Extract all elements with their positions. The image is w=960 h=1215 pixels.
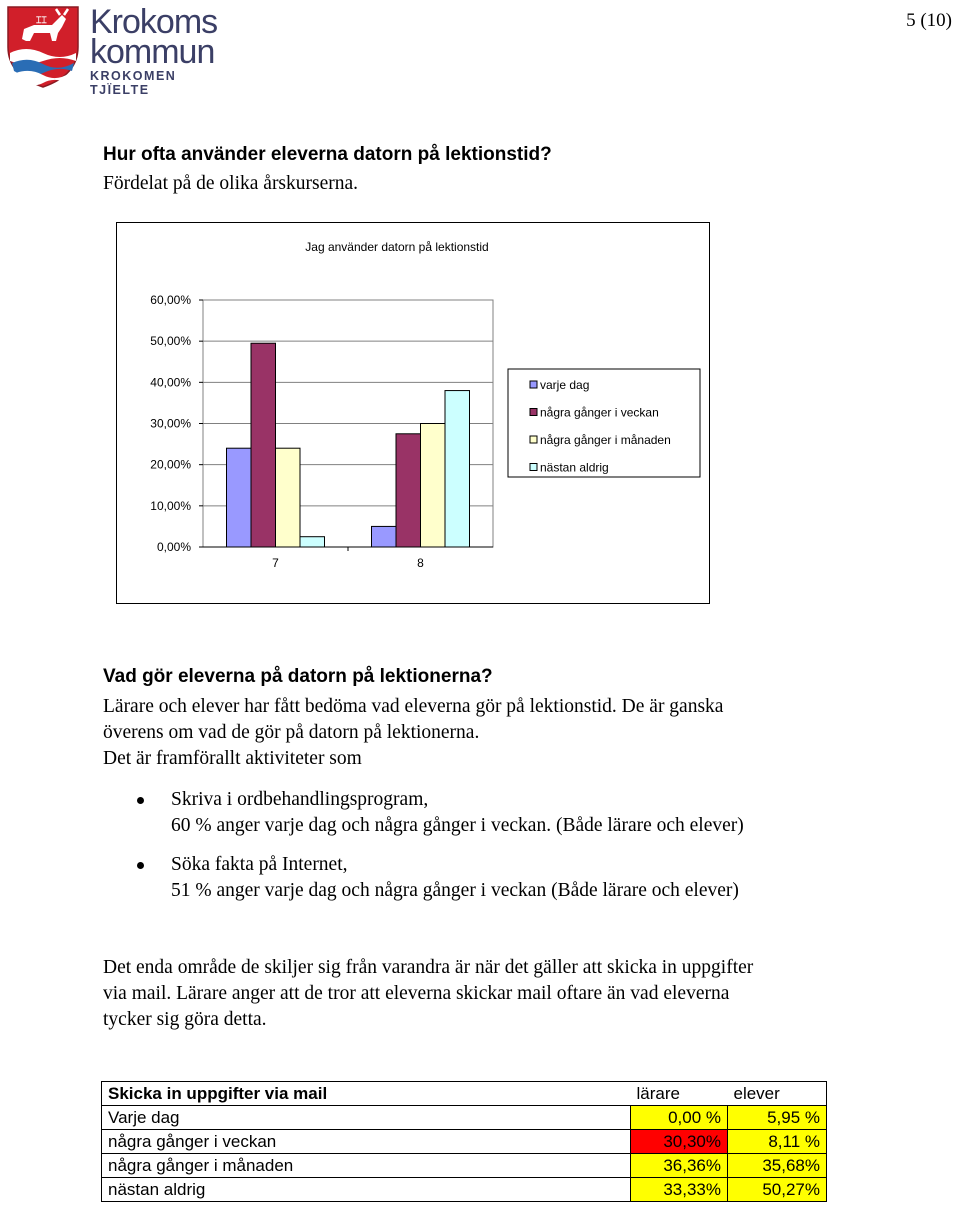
table-header-cell: elever [728,1082,827,1106]
table-header-row [102,1082,827,1106]
table-row [102,1178,827,1202]
bullet-icon [137,862,144,869]
x-tick-label: 8 [417,556,424,570]
usage-bar-chart [116,222,710,604]
krokoms-kommun-logo [4,3,234,97]
closing-line: via mail. Lärare anger att de tror att eleverna skickar mail oftare än vad eleverna [103,983,730,1004]
list-item-detail: 51 % anger varje dag och några gånger i veckan (Både lärare och elever) [171,880,739,901]
legend-swatch [530,381,537,388]
table-cell-larare: 33,33% [631,1178,728,1202]
section-2-intro [103,694,723,772]
activity-list [135,787,744,917]
page-number: 5 (10) [906,10,952,31]
table-cell-label: några gånger i veckan [102,1130,631,1154]
bar-1-0 [251,343,276,547]
closing-paragraph [103,955,753,1033]
intro-line: Lärare och elever har fått bedöma vad eleverna gör på lektionstid. De är ganska [103,696,724,717]
coat-of-arms-icon [4,3,82,89]
bar-2-1 [421,424,446,548]
section-2-heading: Vad gör eleverna på datorn på lektionerna? [103,666,493,687]
table-row [102,1130,827,1154]
closing-line: Det enda område de skiljer sig från varandra är när det gäller att skicka in uppgifter [103,957,754,978]
table-cell-elever: 35,68% [728,1154,827,1178]
bar-2-0 [276,448,301,547]
legend-swatch [530,436,537,443]
y-tick-label: 10,00% [150,498,191,513]
table-cell-label: Varje dag [102,1106,631,1130]
list-item [135,852,744,904]
bar-3-0 [300,537,325,547]
y-tick-label: 20,00% [150,457,191,472]
bar-1-1 [396,434,421,547]
table-cell-larare: 36,36% [631,1154,728,1178]
y-tick-label: 50,00% [150,334,191,349]
legend-label: några gånger i veckan [540,405,659,420]
bar-0-0 [227,448,252,547]
table-cell-elever: 50,27% [728,1178,827,1202]
legend-label: några gånger i månaden [540,433,671,447]
closing-line: tycker sig göra detta. [103,1009,267,1030]
table-cell-larare: 0,00 % [631,1106,728,1130]
y-tick-label: 0,00% [156,540,191,554]
legend-label: nästan aldrig [540,460,609,475]
bar-3-1 [445,391,470,547]
legend-swatch [530,464,537,471]
list-item-title: Söka fakta på Internet, [171,854,348,875]
table-cell-larare: 30,30% [631,1130,728,1154]
y-tick-label: 60,00% [150,293,191,307]
intro-line: Det är framförallt aktiviteter som [103,748,362,769]
table-cell-elever: 5,95 % [728,1106,827,1130]
bullet-icon [137,797,144,804]
y-tick-label: 30,00% [150,416,191,431]
logo-text-krokomen-tjielte: KROKOMEN TJÏELTE [90,69,177,97]
table-header-cell: lärare [631,1082,728,1106]
table-row [102,1154,827,1178]
chart-canvas [117,223,709,603]
list-item [135,787,744,839]
svg-text:⌶⌶: ⌶⌶ [36,15,47,25]
table-cell-label: nästan aldrig [102,1178,631,1202]
intro-line: överens om vad de gör på datorn på lektionerna. [103,722,480,743]
list-item-detail: 60 % anger varje dag och några gånger i veckan. (Både lärare och elever) [171,815,744,836]
legend-label: varje dag [540,378,590,392]
logo-text-kommun: kommun [90,33,215,71]
chart-title: Jag använder datorn på lektionstid [305,240,489,254]
table-cell-label: några gånger i månaden [102,1154,631,1178]
section-1-subtitle: Fördelat på de olika årskurserna. [103,173,359,194]
table-cell-elever: 8,11 % [728,1130,827,1154]
y-tick-label: 40,00% [150,375,191,390]
list-item-title: Skriva i ordbehandlingsprogram, [171,789,429,810]
table-row [102,1106,827,1130]
legend-swatch [530,409,537,416]
x-tick-label: 7 [272,556,279,570]
table-header-cell: Skicka in uppgifter via mail [102,1082,631,1106]
mail-submission-table [101,1081,827,1202]
logo-text-krokoms: Krokoms [90,3,218,41]
section-1-heading: Hur ofta använder eleverna datorn på lektionstid? [103,144,552,165]
bar-0-1 [372,526,397,547]
